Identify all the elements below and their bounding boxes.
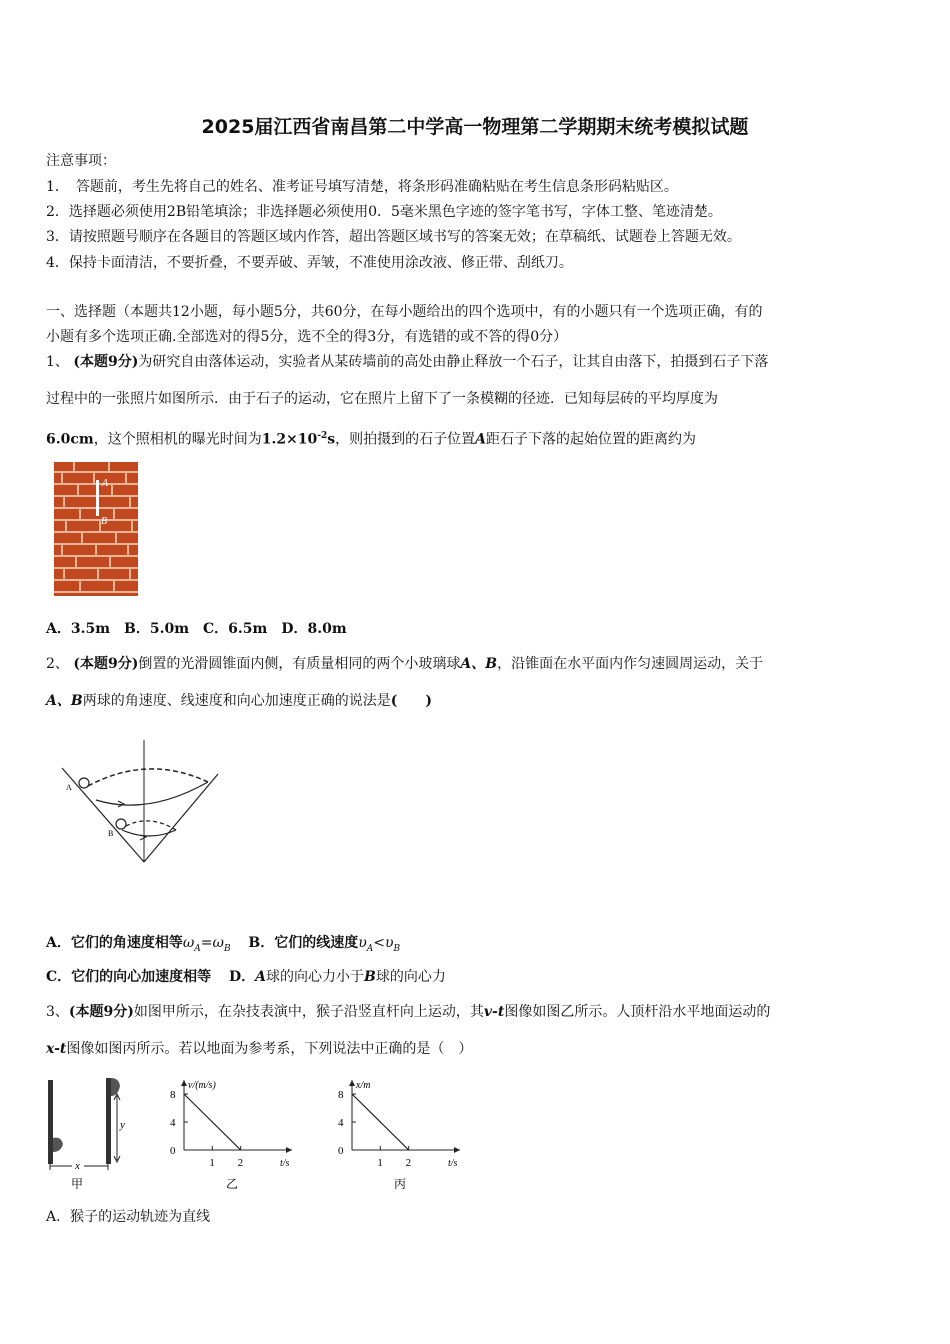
q2-options-cd: [46, 968, 446, 986]
q1-point-a: A: [475, 431, 487, 448]
q1-line2: 过程中的一张照片如图所示．由于石子的运动，它在照片上留下了一条模糊的径迹．已知每层砖的平均厚度为: [46, 391, 718, 407]
notice-item: 2．选择题必须使用2B铅笔填涂；非选择题必须使用0．5毫米黑色字迹的签字笔书写，字体工整、笔迹清楚。: [46, 204, 722, 220]
notice-item: 3．请按照题号顺序在各题目的答题区域内作答，超出答题区域书写的答案无效；在草稿纸、试题卷上答题无效。: [46, 229, 741, 245]
y-tick-label: 8: [170, 1089, 176, 1101]
q2-math: A: [366, 943, 374, 954]
x-axis-label: t/s: [280, 1158, 290, 1169]
q1-score-tag: (本题9分): [73, 354, 139, 370]
orbit-a-back: [88, 769, 208, 786]
q2-line2: [46, 692, 432, 710]
q2-math: ω: [182, 935, 195, 951]
q2-math: <υ: [373, 935, 394, 951]
origin-label: 0: [170, 1145, 176, 1157]
ball-b: [116, 819, 126, 829]
chart-yi: [162, 1068, 302, 1194]
q2-options-ab: [46, 934, 400, 958]
notice-heading: 注意事项：: [46, 153, 116, 169]
chart-bing: [330, 1068, 470, 1194]
x-label: x: [75, 1160, 80, 1172]
q3-text: 图像如图乙所示。人顶杆沿水平地面运动的: [504, 1004, 771, 1020]
ball-a: [79, 778, 89, 788]
q1-brick-thickness: 6.0cm: [46, 431, 94, 448]
figure-jia-caption: 甲: [71, 1177, 84, 1191]
q2-text: 球的向心力: [375, 969, 446, 985]
q2-score-tag: (本题9分): [73, 656, 139, 672]
q2-math: B: [223, 943, 231, 954]
q2-math: A: [255, 969, 266, 985]
q1-text: ，则拍摄到的石子位置: [335, 431, 476, 448]
pole-right: [106, 1078, 111, 1164]
q1-exposure-exp: -2: [317, 431, 328, 441]
q3-math: x-t: [46, 1041, 67, 1057]
q2-math: =ω: [200, 935, 224, 951]
y-axis-arrow: [349, 1080, 355, 1086]
series-line: [352, 1094, 409, 1150]
x-tick-label: 2: [237, 1157, 244, 1169]
q1-exposure: 1.2×10: [261, 431, 318, 448]
q1-text: 为研究自由落体运动，实验者从某砖墙前的高处由静止释放一个石子，让其自由落下，拍摄到石子下落: [138, 354, 769, 370]
q2-text: 球的向心力小于: [265, 969, 364, 985]
q1-line1: [46, 353, 768, 371]
q2-text: 两球的角速度、线速度和向心加速度正确的说法是: [82, 693, 391, 709]
cone-side-right: [144, 774, 218, 862]
q3-line1: [46, 1003, 770, 1021]
q2-math: B: [393, 943, 401, 954]
blur-trace: [96, 480, 99, 516]
q2-text: ，沿锥面在水平面内作匀速圆周运动，关于: [497, 656, 764, 672]
series-line: [184, 1094, 241, 1150]
q2-math: υ: [358, 935, 367, 951]
chart-caption: 乙: [226, 1177, 239, 1191]
label-a: A: [102, 478, 109, 489]
section-line: 一、选择题（本题共12小题，每小题5分，共60分，在每小题给出的四个选项中，有的小题只有一个选项正确，有的: [46, 304, 763, 320]
y-axis-label: v/(m/s): [188, 1080, 216, 1091]
q3-score-tag: (本题9分): [68, 1004, 134, 1020]
q3-number: 3、: [46, 1004, 69, 1020]
monkey-icon: [53, 1138, 63, 1152]
page-title: 2025届江西省南昌第二中学高一物理第二学期期末统考模拟试题: [201, 116, 749, 138]
q2-math: B: [363, 969, 376, 985]
label-b: B: [101, 516, 108, 527]
q1-line3: [46, 427, 696, 449]
q3-math: v-t: [483, 1004, 505, 1020]
y-axis-label: x/m: [356, 1080, 371, 1091]
q2-option-d: D．: [228, 969, 256, 985]
x-tick-label: 1: [377, 1157, 383, 1169]
q2-line1: [46, 655, 763, 673]
q2-balls: A、B: [460, 656, 498, 672]
q2-number: 2、: [46, 656, 69, 672]
chart-caption: 丙: [394, 1177, 407, 1191]
pole-left: [48, 1080, 53, 1164]
q2-option-c: C．它们的向心加速度相等: [46, 969, 212, 985]
y-tick-label: 8: [338, 1089, 344, 1101]
x-tick-label: 1: [209, 1157, 215, 1169]
x-axis-arrow: [454, 1147, 460, 1153]
notice-item: 1． 答题前，考生先将自己的姓名、准考证号填写清楚，将条形码准确粘贴在考生信息条形码粘贴区。: [46, 179, 678, 195]
q2-paren: ( ): [390, 693, 432, 709]
figure-jia: [44, 1074, 144, 1192]
q2-math: A: [194, 943, 201, 954]
brick-wall-photo: [54, 462, 138, 596]
monkey-icon: [111, 1078, 120, 1096]
cone-side-left: [62, 768, 144, 862]
q3-option-a: A．猴子的运动轨迹为直线: [46, 1209, 211, 1225]
x-tick-label: 2: [405, 1157, 412, 1169]
q1-exposure-unit: s: [327, 431, 336, 448]
x-axis-arrow: [286, 1147, 292, 1153]
cone-diagram: [58, 738, 223, 868]
cone-label-b: B: [108, 829, 114, 838]
section-line: 小题有多个选项正确.全部选对的得5分，选不全的得3分，有选错的或不答的得0分）: [46, 329, 568, 345]
orbit-a-front: [96, 782, 208, 805]
y-tick-label: 4: [338, 1117, 344, 1129]
x-axis-label: t/s: [448, 1158, 458, 1169]
origin-label: 0: [338, 1145, 344, 1157]
q1-options: A．3.5m B．5.0m C．6.5m D．8.0m: [46, 621, 347, 637]
orbit-b-back: [126, 821, 176, 830]
q1-number: 1、: [46, 354, 69, 370]
y-tick-label: 4: [170, 1117, 176, 1129]
cone-label-a: A: [66, 783, 72, 792]
q2-balls: A、B: [46, 693, 83, 709]
q3-text: 如图甲所示，在杂技表演中，猴子沿竖直杆向上运动，其: [133, 1004, 484, 1020]
q3-line2: [46, 1040, 472, 1058]
q2-option-b: B．它们的线速度: [248, 935, 359, 951]
q3-text: 图像如图丙所示。若以地面为参考系，下列说法中正确的是（ ）: [66, 1041, 473, 1057]
y-label: y: [120, 1119, 125, 1131]
q2-text: 倒置的光滑圆锥面内侧，有质量相同的两个小玻璃球: [138, 656, 461, 672]
q2-option-a: A．它们的角速度相等: [46, 935, 183, 951]
notice-item: 4．保持卡面清洁，不要折叠，不要弄破、弄皱，不准使用涂改液、修正带、刮纸刀。: [46, 255, 573, 271]
y-axis-arrow: [181, 1080, 187, 1086]
q1-text: 距石子下落的起始位置的距离约为: [486, 431, 697, 448]
orbit-b-front: [122, 830, 176, 836]
q1-text: ，这个照相机的曝光时间为: [93, 431, 262, 448]
